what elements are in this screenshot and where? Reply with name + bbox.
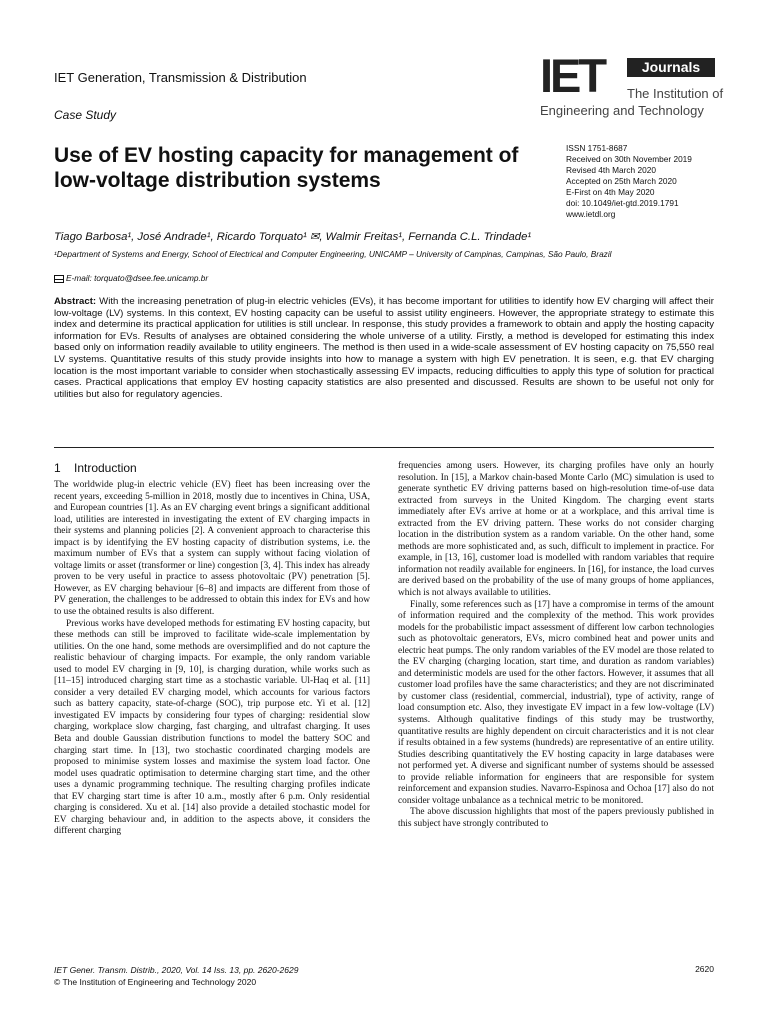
paragraph: Previous works have developed methods for estimating EV hosting capacity, but these methods can still be improved to facilitate wide-scale implementation by utilities. On the one hand, some methods are oversimplified and do not capture the realistic behaviour of charging impacts. For example, the only random variable used to model EV charging in [9, 10], is charging duration, while works such as [11–15] introduced charging start time as a stochastic variable. Ul-Haq et al. [11] consider a very detailed EV charging model, which accounts for various factors such as battery capacity, state-of-charge (SOC), trip purpose etc. Yi et al. [12] investigated EV impacts by considering four types of charging: residential slow charging, workplace slow charging, fast charging, and ultrafast charging. It uses Beta and double Gaussian distribution functions to model the battery SOC and charging start time. In [13], two stochastic coordinated charging models are proposed to minimise system losses and maximise the system load factor. One model uses quadratic optimisation to determine charging start time, and the other uses a dynamic programming technique. The resulting charging profiles indicate that EV charging start time is after 10 a.m., mostly after 6 p.m. Only residential charging is considered. Xu et al. [14] also provide a detailed stochastic model for EV charging behaviour and, in addition to the aspects above, it considers the different charging (54, 618, 370, 837)
paragraph: Finally, some references such as [17] have a compromise in terms of the amount of information required and the complexity of the method. This work provides models for the probabilistic impact assessment of different low carbon technologies such as photovoltaic generators, EVs, micro combined heat and power units and electric heat pumps. The only random variables of the EV model are those related to the EV charging (charging location, start time, and duration as random variables) and deterministic models are used for the other factors. However, it assumes that all customer load profiles have the same characteristics; and they are not discriminated by customer class (residential, commercial, industrial), type of activity, range of load consumption etc. Also, they investigate EV impact in a few low-voltage (LV) systems. Although qualitative findings of this study may be trustworthy, quantitative results are highly dependent on circuit characteristics and it is not clear if results obtained in a few systems (hundreds) are representative of an entire utility. Studies describing quantitatively the EV hosting capacity in large databases were not performed yet. A diverse and significant number of systems should be assessed to provide reliable information for engineers that are responsible for system reinforcement and expansion studies. Navarro-Espinosa and Ochoa [17] also do not consider voltage unbalance as a technical metric to be monitored. (398, 599, 714, 806)
accepted-date: Accepted on 25th March 2020 (566, 176, 677, 186)
article-title: Use of EV hosting capacity for management of low-voltage distribution systems (54, 144, 519, 192)
copyright-line: © The Institution of Engineering and Technology 2020 (54, 977, 257, 987)
citation-line: IET Gener. Transm. Distrib., 2020, Vol. 14 Iss. 13, pp. 2620-2629 (54, 965, 299, 975)
abstract-text: With the increasing penetration of plug-in electric vehicles (EVs), it has become important for utilities to identify how EV charging will affect their low-voltage (LV) systems. In this context, EV hosting capacity can be useful to assist utility engineers. However, the appropriate strategy to estimate this index and determine its practical application for utilities is still unclear. In response, this study provides a framework to obtain and apply the hosting capacity information for EVs. Results of analyses are obtained considering the whole universe of a utility. Firstly, a method is developed for estimating this index based only on information readily available to utility engineers. The method is then used in a wide-scale assessment of EV hosting capacity on 75,550 real LV systems. Quantitative results of this study provide insights into how to manage a system with high EV penetration. It is seen, e.g. that EV charging location is the most important variable to consider when stochastically assessing EV impacts, reducing difficulties to apply this type of solution for practical cases. Practical applications that employ EV hosting capacity statistics are also presented and discussed. Results are shown to be useful not only for utilities but also for regulatory agencies. (54, 296, 714, 400)
section-title: Introduction (74, 461, 137, 475)
right-column (398, 461, 714, 831)
envelope-icon (54, 275, 64, 283)
footer-citation (54, 964, 298, 988)
article-metadata (566, 143, 736, 220)
abstract (54, 296, 714, 400)
left-column (54, 480, 370, 838)
ietdl-link[interactable]: www.ietdl.org (566, 209, 616, 219)
paragraph: frequencies among users. However, its charging profiles have only an hourly resolution. In [15], a Markov chain-based Monte Carlo (MC) simulation is used to generate synthetic EV driving patterns based on high-resolution time-of-use data extracted from surveys in the United Kingdom. The charging event starts immediately after EVs arrive at home or at a workplace, and this arrival time is extracted from the EV driving pattern. These works do not consider charging location in the distribution system as a random variable. On the other hand, some methods are more sophisticated and, as such, difficult to implement in practice. For example, in [13, 16], customer load is modelled with random variables that require information not readily available for engineers. In [16], for instance, the load curves are derived based on the probability of the use of many groups of home appliances, which is not always available to utilities. (398, 461, 714, 599)
doi-link[interactable]: doi: 10.1049/iet-gtd.2019.1791 (566, 198, 679, 208)
corresponding-email[interactable] (54, 273, 208, 283)
iet-journals-logo (540, 49, 724, 120)
affiliation: ¹Department of Systems and Energy, School of Electrical and Computer Engineering, UNICAMP – University of Campinas, Campinas, São Paulo, Brazil (54, 249, 612, 259)
journal-name: IET Generation, Transmission & Distribution (54, 70, 307, 85)
logo-institution-line2: Engineering and Technology (540, 103, 704, 118)
issn: ISSN 1751-8687 (566, 143, 628, 153)
page-number: 2620 (695, 964, 714, 974)
efirst-date: E-First on 4th May 2020 (566, 187, 655, 197)
author-list: Tiago Barbosa¹, José Andrade¹, Ricardo Torquato¹ ✉, Walmir Freitas¹, Fernanda C.L. Trindade¹ (54, 231, 532, 243)
logo-mark: IET (540, 49, 605, 102)
logo-journals-badge: Journals (627, 58, 715, 77)
revised-date: Revised 4th March 2020 (566, 165, 656, 175)
email-text: E-mail: torquato@dsee.fee.unicamp.br (66, 273, 209, 283)
received-date: Received on 30th November 2019 (566, 154, 692, 164)
article-type: Case Study (54, 108, 117, 122)
logo-institution-line1: The Institution of (627, 86, 724, 101)
paragraph: The above discussion highlights that most of the papers previously published in this subject have strongly contributed to (398, 807, 714, 829)
section-heading (54, 461, 137, 475)
header-divider (54, 447, 714, 448)
section-number: 1 (54, 461, 61, 475)
paragraph: The worldwide plug-in electric vehicle (EV) fleet has been increasing over the recent years, exceeding 5-million in 2018, mostly due to incentives in China, USA, and European countries [1]. As an EV charging event brings a significant additional load, utilities are interested in investigating the extent of EV charging impacts in their systems and planning policies [2]. A convenient approach to characterise this impact is by identifying the EV hosting capacity of distribution systems, i.e. the maximum number of EVs that a system can supply without facing violation of voltage limits or asset (transformer or line) congestion [3, 4]. This index has already proven to be very useful in practice to assess photovoltaic (PV) penetration [5]. However, as EV charging behaviour [6–8] and impacts are different from those of PV generation, the challenges to be addressed to obtain this index for EVs and how to use the obtained results is also different. (54, 480, 370, 618)
abstract-label: Abstract: (54, 296, 97, 307)
